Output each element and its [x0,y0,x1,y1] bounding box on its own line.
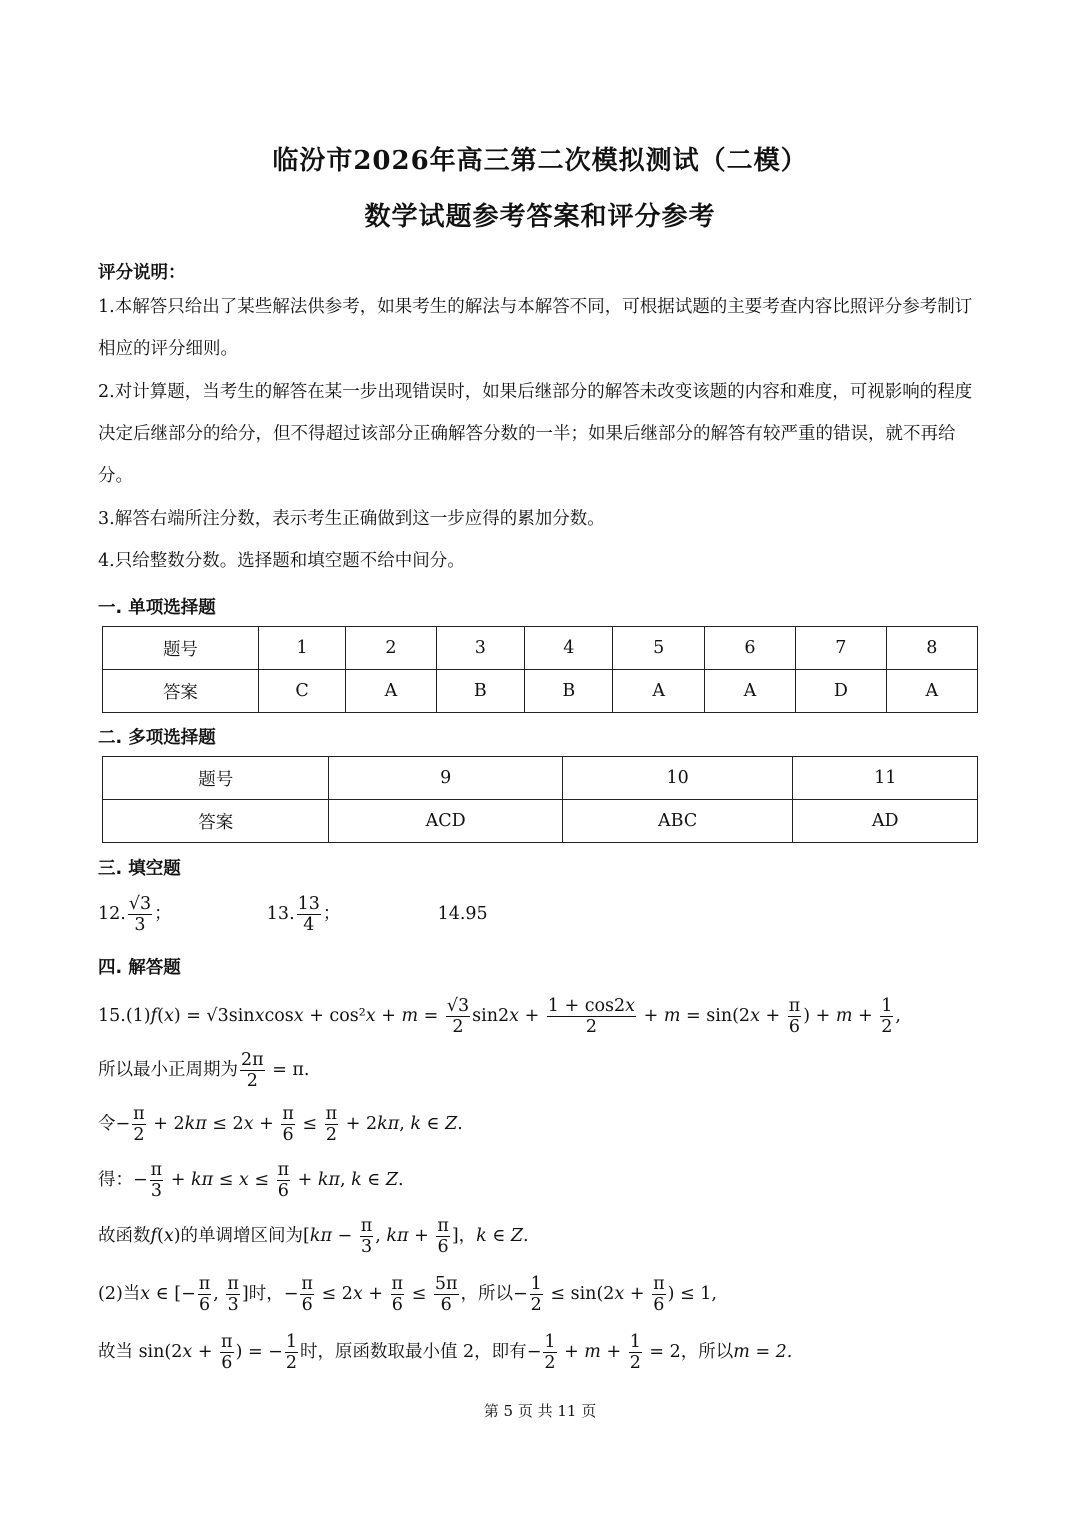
question-cell: 5 [613,627,704,670]
question-cell: 11 [793,757,978,800]
q12-fraction [128,894,152,935]
q13-numerator: 13 [297,894,320,914]
q15-let-line: 令− $\frac{\pi}{2}$ + 2kπ ≤ 2x + $\frac{\pi}{6}$ ≤ $\frac{\pi}{2}$ + 2kπ, k ∈ Z. [98,1104,463,1145]
question-cell: 6 [704,627,795,670]
q14-answer: 14.95 [437,904,488,924]
table-row [103,670,978,713]
answer-cell: B [436,670,524,713]
answer-cell: C [258,670,345,713]
question-cell: 7 [796,627,886,670]
row-label-question: 题号 [103,627,259,670]
q15-get-line: 得：− $\frac{\pi}{3}$ + kπ ≤ x ≤ $\frac{\pi}{6}$ + kπ, k ∈ Z. [98,1160,404,1201]
multi-choice-table [102,756,978,843]
row-label-answer: 答案 [103,800,329,843]
section4-heading: 四. 解答题 [98,958,181,978]
answer-cell: AD [793,800,978,843]
section2-heading: 二. 多项选择题 [98,728,216,748]
q15-monotone-line: 故函数f(x)的单调增区间为[kπ − $\frac{\pi}{3}$ , kπ + $\frac{\pi}{6}$ ]，k ∈ Z. [98,1216,529,1257]
row-label-answer: 答案 [103,670,259,713]
q12-separator: ； [154,904,172,924]
page-subtitle: 数学试题参考答案和评分参考 [364,202,716,232]
q13-separator: ； [322,904,341,924]
question-cell: 4 [525,627,613,670]
row-label-question: 题号 [103,757,329,800]
table-row [103,800,978,843]
question-cell: 3 [436,627,524,670]
q13-label: 13. [266,904,295,924]
scoring-note-2: 2.对计算题，当考生的解答在某一步出现错误时，如果后继部分的解答未改变该题的内容和难度，可视影响的程度决定后继部分的给分，但不得超过该部分正确解答分数的一半；如果后继部分的解答有较严重的错误，就不再给分。 [98,382,973,486]
q12-numerator: √3 [128,894,152,914]
q12-denominator: 3 [134,915,146,935]
answer-cell: A [886,670,977,713]
scoring-note-4: 4.只给整数分数。选择题和填空题不给中间分。 [98,551,465,571]
question-cell: 9 [329,757,562,800]
question-cell: 2 [346,627,436,670]
scoring-note-3: 3.解答右端所注分数，表示考生正确做到这一步应得的累加分数。 [98,509,605,529]
q13-fraction [297,894,321,935]
page-title: 临汾市2026年高三第二次模拟测试（二模） [272,146,808,176]
question-cell: 10 [562,757,792,800]
answer-cell: A [613,670,704,713]
section1-heading: 一. 单项选择题 [98,598,216,618]
q15-part1-expression: 15.(1)f(x) = √3sinxcosx + cos²x + m = $\frac{√3}{2}$ sin2x + $\frac{1 + \cos 2x}{2}$ + m = sin(2x + $\frac{\pi}{6}$ ) + m + $\frac{1}{2}$ , [98,996,901,1037]
q15-final-line: 故当 sin(2x + $\frac{\pi}{6}$ ) = − $\frac{1}{2}$ 时，原函数取最小值 2，即有− $\frac{1}{2}$ + m + $\frac{1}{2}$ = 2，所以m = 2. [98,1332,793,1373]
q15-part2-line: (2)当x ∈ [− $\frac{\pi}{6}$ , $\frac{\pi}{3}$ ]时，− $\frac{\pi}{6}$ ≤ 2x + $\frac{\pi}{6}$ ≤ $\frac{5\pi}{6}$ ，所以− $\frac{1}{2}$ ≤ sin(2x + $\frac{\pi}{6}$ ) ≤ 1, [98,1274,717,1315]
fill-in-answers [98,894,488,935]
question-cell: 8 [886,627,977,670]
answer-cell: ABC [562,800,792,843]
answer-cell: A [704,670,795,713]
page-footer: 第 5 页 共 11 页 [483,1402,597,1420]
q12-label: 12. [98,904,126,924]
answer-cell: D [796,670,886,713]
single-choice-table [102,626,978,713]
q15-period-line: 所以最小正周期为 $\frac{2\pi}{2}$ = π. [98,1050,310,1091]
scoring-notes-heading: 评分说明： [98,263,186,283]
answer-cell: ACD [329,800,562,843]
answer-cell: B [525,670,613,713]
answer-cell: A [346,670,436,713]
q13-denominator: 4 [303,915,315,935]
section3-heading: 三. 填空题 [98,859,181,879]
table-row [103,627,978,670]
table-row [103,757,978,800]
scoring-note-1: 1.本解答只给出了某些解法供参考，如果考生的解法与本解答不同，可根据试题的主要考查内容比照评分参考制订相应的评分细则。 [98,297,973,359]
question-cell: 1 [258,627,345,670]
